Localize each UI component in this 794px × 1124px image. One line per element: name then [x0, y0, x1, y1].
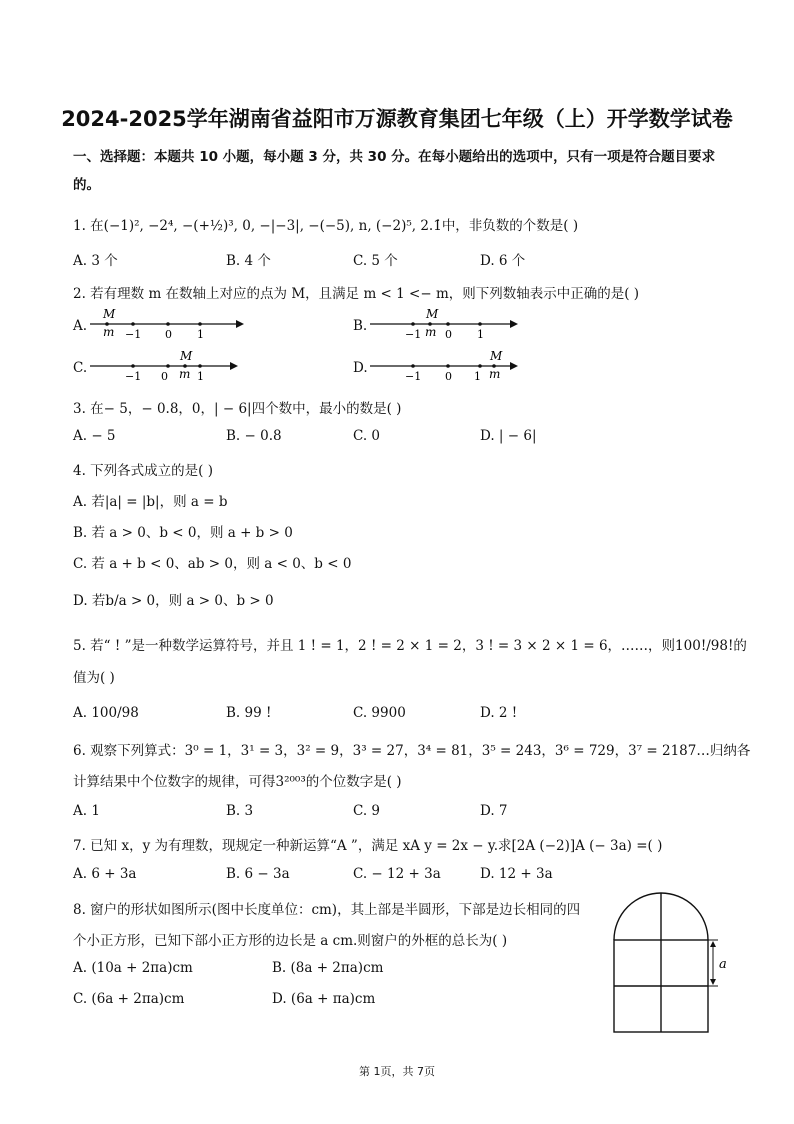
q6-option-d: D. 7 — [480, 803, 508, 819]
q8-option-b: B. (8a + 2πa)cm — [272, 960, 384, 976]
q2a-tick-1: 1 — [197, 328, 204, 341]
q8-option-a: A. (10a + 2πa)cm — [73, 960, 193, 976]
q8-option-c: C. (6a + 2πa)cm — [73, 991, 185, 1007]
q2-number-line-d — [368, 346, 528, 386]
q6-option-b: B. 3 — [226, 803, 254, 819]
q6-stem: 6. 观察下列算式：3⁰ = 1，3¹ = 3，3² = 9，3³ = 27，3⁴ = 81，3⁵ = 243，3⁶ = 729，3⁷ = 2187…归纳各 — [73, 743, 751, 759]
q2d-tick-0: 0 — [445, 370, 452, 383]
q5-stem: 5. 若“ ! ”是一种数学运算符号，并且 1 ! = 1，2 ! = 2 × 1 = 2，3 ! = 3 × 2 × 1 = 6，……，则100!/98!的 — [73, 638, 747, 654]
q8-option-d: D. (6a + πa)cm — [272, 991, 376, 1007]
q7-option-d: D. 12 + 3a — [480, 866, 553, 882]
q6-option-c: C. 9 — [353, 803, 381, 819]
q3-stem: 3. 在− 5，− 0.8，0，| − 6|四个数中，最小的数是( ) — [73, 401, 402, 417]
q2c-tick-1: 1 — [197, 370, 204, 383]
q1-option-d: D. 6 个 — [480, 253, 526, 269]
q2-number-line-b — [368, 304, 528, 344]
q4-option-d: D. 若b/a > 0，则 a > 0、b > 0 — [73, 593, 274, 609]
q2-stem: 2. 若有理数 m 在数轴上对应的点为 M，且满足 m < 1 <− m，则下列数轴表示中正确的是( ) — [73, 286, 640, 302]
q5-stem-2: 值为( ) — [73, 670, 115, 686]
q4-option-a: A. 若|a| = |b|，则 a = b — [73, 494, 228, 510]
section-header-line2: 的。 — [73, 177, 100, 193]
q7-option-c: C. − 12 + 3a — [353, 866, 441, 882]
q2-option-c-letter: C. — [73, 360, 88, 376]
q2c-tick-neg1: −1 — [125, 370, 142, 383]
q3-option-a: A. − 5 — [73, 428, 116, 444]
page-title: 2024-2025学年湖南省益阳市万源教育集团七年级（上）开学数学试卷 — [61, 107, 733, 131]
window-figure — [608, 888, 734, 1036]
q2a-tick-neg1: −1 — [125, 328, 142, 341]
q4-stem: 4. 下列各式成立的是( ) — [73, 463, 213, 479]
q2a-tick-0: 0 — [165, 328, 172, 341]
q2a-point-label: M — [103, 307, 116, 321]
q1-stem — [73, 214, 578, 234]
q8-stem-2: 个小正方形，已知下部小正方形的边长是 a cm.则窗户的外框的总长为( ) — [73, 933, 508, 949]
q3-option-b: B. − 0.8 — [226, 428, 282, 444]
q3-option-c: C. 0 — [353, 428, 381, 444]
q2b-var-label: m — [425, 325, 437, 339]
q2c-point-label: M — [180, 349, 193, 363]
window-dimension-label: a — [719, 957, 727, 972]
q2-option-d-letter: D. — [353, 360, 368, 376]
q1-prefix: 1. 在 — [73, 218, 104, 234]
q2b-tick-1: 1 — [477, 328, 484, 341]
q1-option-a: A. 3 个 — [73, 253, 118, 269]
q2a-var-label: m — [103, 325, 115, 339]
q7-option-b: B. 6 − 3a — [226, 866, 290, 882]
q2c-tick-0: 0 — [161, 370, 168, 383]
q1-suffix: 中，非负数的个数是( ) — [441, 218, 579, 234]
q7-stem: 7. 已知 x，y 为有理数，现规定一种新运算“A ”，满足 xA y = 2x − y.求[2A (−2)]A (− 3a) =( ) — [73, 838, 663, 854]
q2d-tick-1: 1 — [474, 370, 481, 383]
q2-number-line-c — [88, 346, 248, 386]
q2-option-b-letter: B. — [353, 318, 368, 334]
q7-option-a: A. 6 + 3a — [73, 866, 137, 882]
q2b-point-label: M — [426, 307, 439, 321]
q2d-tick-neg1: −1 — [405, 370, 422, 383]
q3-option-d: D. | − 6| — [480, 428, 537, 444]
q5-option-c: C. 9900 — [353, 705, 406, 721]
q5-option-a: A. 100/98 — [73, 705, 139, 721]
q6-option-a: A. 1 — [73, 803, 100, 819]
q2c-var-label: m — [179, 367, 191, 381]
section-header-line1: 一、选择题：本题共 10 小题，每小题 3 分，共 30 分。在每小题给出的选项中，只有一项是符合题目要求 — [73, 149, 716, 165]
q6-stem-2: 计算结果中个位数字的规律，可得3²⁰⁰³的个位数字是( ) — [73, 774, 402, 790]
q8-stem-1: 8. 窗户的形状如图所示(图中长度单位：cm)，其上部是半圆形，下部是边长相同的四 — [73, 902, 581, 918]
q1-body: (−1)², −2⁴, −(+½)³, 0, −|−3|, −(−5), n, (−2)⁵, 2.1̇ — [103, 218, 442, 234]
q4-option-c: C. 若 a + b < 0、ab > 0，则 a < 0、b < 0 — [73, 556, 352, 572]
page-footer: 第 1页，共 7页 — [359, 1065, 435, 1078]
q2d-point-label: M — [490, 349, 503, 363]
q2-number-line-a — [88, 304, 248, 344]
q1-option-c: C. 5 个 — [353, 253, 398, 269]
q2b-tick-0: 0 — [445, 328, 452, 341]
q2d-var-label: m — [489, 367, 501, 381]
q4-option-b: B. 若 a > 0、b < 0，则 a + b > 0 — [73, 525, 293, 541]
q1-option-b: B. 4 个 — [226, 253, 271, 269]
q2-option-a-letter: A. — [73, 318, 88, 334]
q2b-tick-neg1: −1 — [405, 328, 422, 341]
q5-option-d: D. 2 ! — [480, 705, 518, 721]
q5-option-b: B. 99 ! — [226, 705, 272, 721]
